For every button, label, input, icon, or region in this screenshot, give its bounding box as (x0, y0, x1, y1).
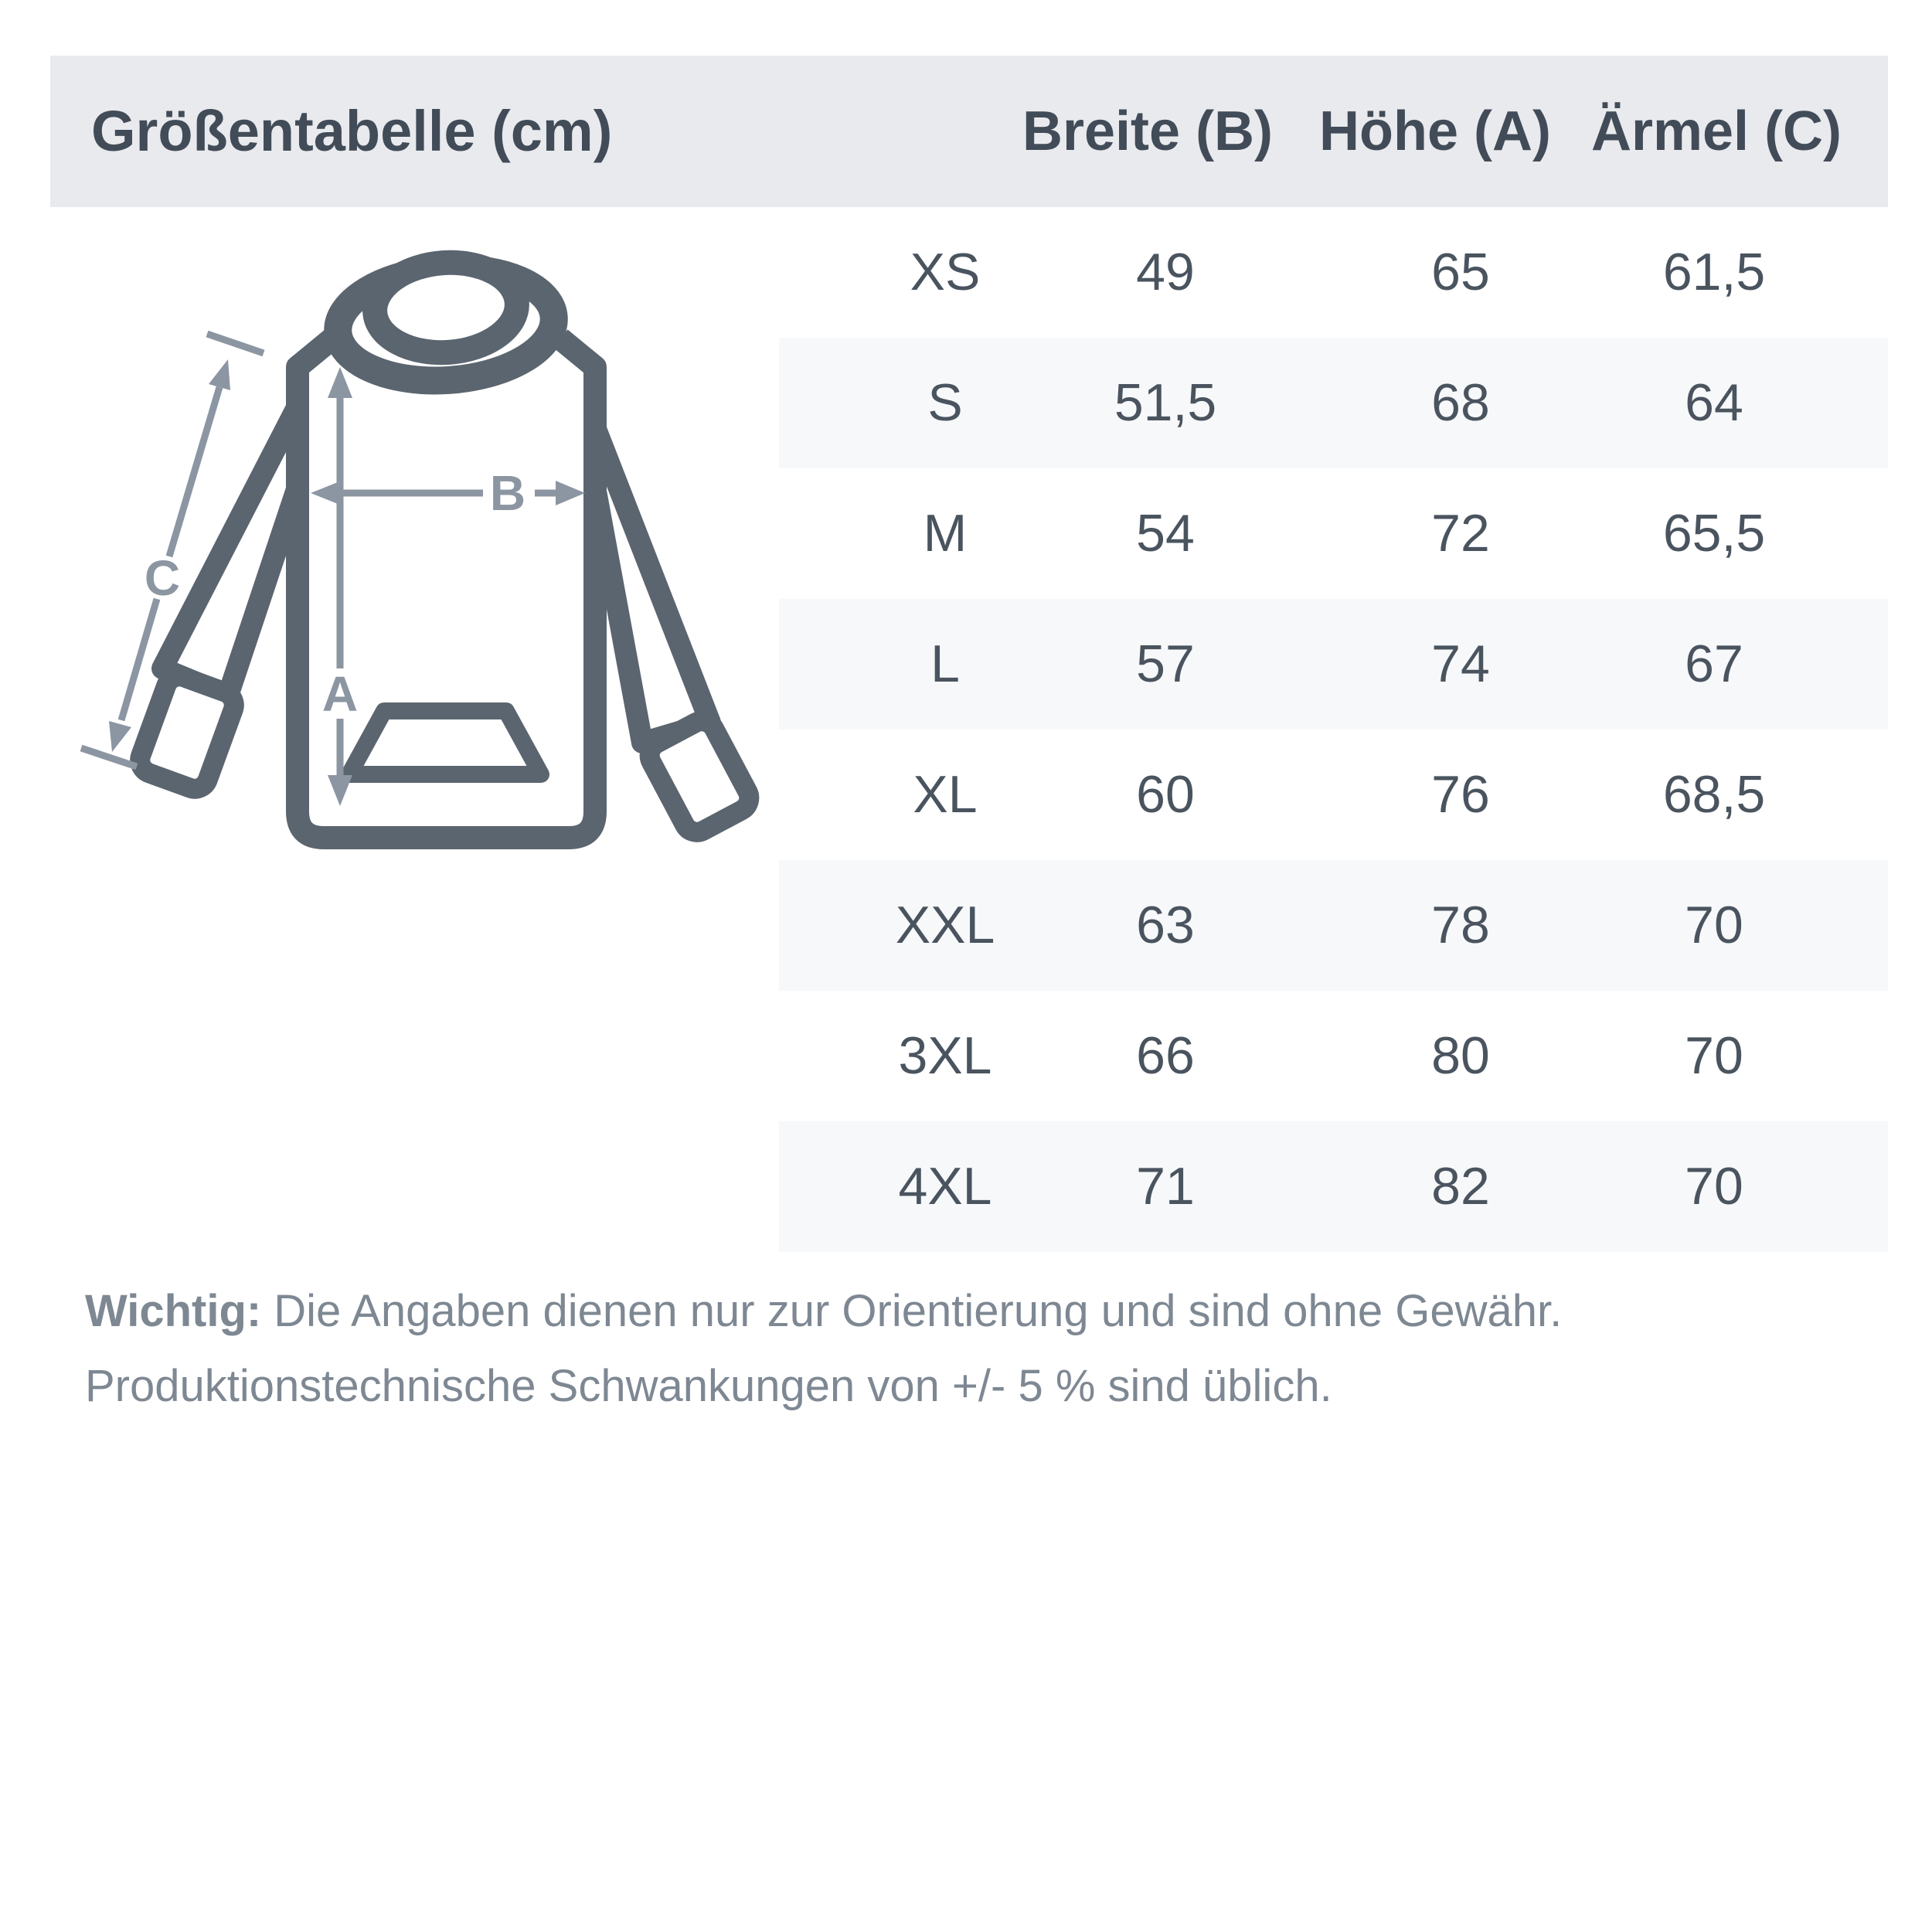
hoehe-value: 76 (1431, 765, 1490, 824)
hoehe-value: 68 (1431, 373, 1490, 432)
breite-value: 60 (1136, 765, 1195, 824)
size-label: M (923, 504, 968, 563)
hoodie-measurement-diagram (46, 209, 773, 889)
table-row-xxl (779, 860, 1888, 991)
page-title: Größentabelle (cm) (91, 99, 613, 163)
size-label: XXL (895, 896, 995, 954)
breite-value: 71 (1136, 1157, 1195, 1216)
breite-value: 63 (1136, 896, 1195, 954)
disclaimer-line-2: Produktionstechnische Schwankungen von +/- 5 % sind üblich. (85, 1361, 1332, 1411)
breite-value: 54 (1136, 504, 1195, 563)
size-label: XS (910, 243, 981, 301)
hoehe-value: 65 (1431, 243, 1490, 301)
disclaimer-text-1: Die Angaben dienen nur zur Orientierung und sind ohne Gewähr. (274, 1286, 1563, 1336)
size-table (779, 207, 1888, 1252)
size-label: 3XL (898, 1026, 992, 1085)
aermel-value: 70 (1685, 1026, 1743, 1085)
breite-value: 49 (1136, 243, 1195, 301)
disclaimer-note (85, 1274, 1893, 1423)
size-label: XL (913, 765, 978, 824)
hoehe-value: 72 (1431, 504, 1490, 563)
aermel-value: 70 (1685, 896, 1743, 954)
size-label: L (930, 634, 960, 693)
column-header-aermel: Ärmel (C) (1590, 100, 1842, 162)
column-header-breite: Breite (B) (1022, 100, 1274, 162)
hoodie-pocket (349, 711, 541, 774)
breite-value: 57 (1136, 634, 1195, 693)
aermel-value: 67 (1685, 634, 1743, 693)
disclaimer-line-1 (85, 1274, 1893, 1349)
hoehe-value: 82 (1431, 1157, 1490, 1216)
breite-value: 51,5 (1114, 373, 1217, 432)
table-row-4xl (779, 1121, 1888, 1252)
aermel-value: 70 (1685, 1157, 1743, 1216)
hoodie-hood (334, 258, 557, 388)
table-row-s (779, 338, 1888, 468)
hoehe-value: 74 (1431, 634, 1490, 693)
hoehe-value: 80 (1431, 1026, 1490, 1085)
table-row-3xl (779, 991, 1888, 1121)
table-row-xl (779, 730, 1888, 860)
table-row-l (779, 599, 1888, 730)
aermel-value: 65,5 (1662, 504, 1766, 563)
breite-value: 66 (1136, 1026, 1195, 1085)
aermel-value: 61,5 (1662, 243, 1766, 301)
disclaimer-intro: Wichtig: (85, 1286, 262, 1336)
size-chart-header (50, 56, 1888, 207)
table-row-xs (779, 207, 1888, 338)
aermel-value: 68,5 (1662, 765, 1766, 824)
measure-label-c: C (144, 550, 181, 606)
aermel-value: 64 (1685, 373, 1743, 432)
hoehe-value: 78 (1431, 896, 1490, 954)
column-header-hoehe: Höhe (A) (1319, 100, 1551, 162)
table-row-m (779, 468, 1888, 599)
size-label: 4XL (898, 1157, 992, 1216)
measure-label-a: A (321, 666, 359, 722)
size-label: S (927, 373, 963, 432)
measure-label-b: B (489, 465, 526, 521)
